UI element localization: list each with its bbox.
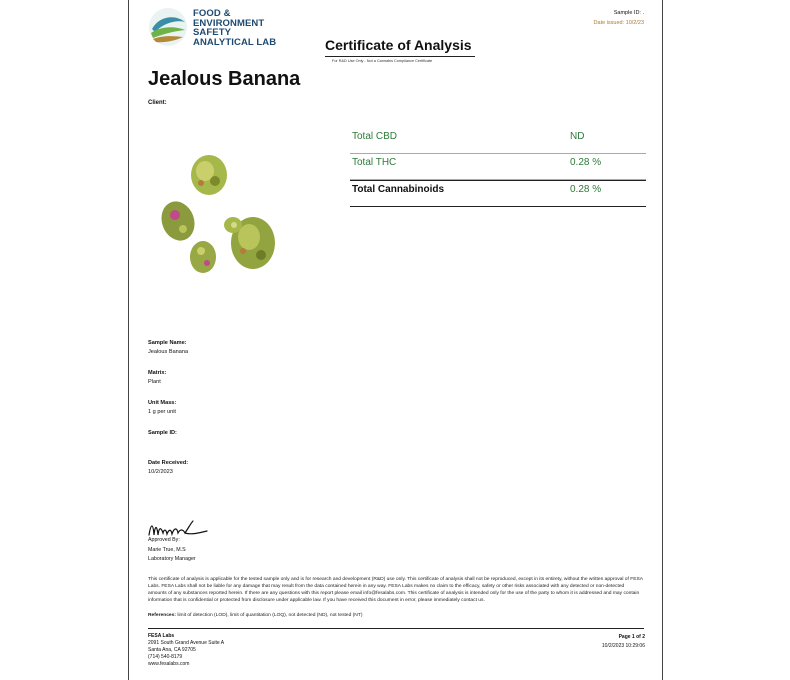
references — [148, 613, 644, 618]
field-unit-mass — [148, 400, 188, 430]
field-label: Matrix: — [148, 370, 167, 376]
sample-photo — [157, 145, 287, 300]
field-label: Unit Mass: — [148, 400, 177, 406]
footer-address-line2: Santa Ana, CA 92705 — [148, 647, 196, 653]
footer-company: FESA Labs — [148, 633, 175, 639]
approval-block — [148, 536, 196, 565]
coa-page — [128, 0, 663, 680]
approver-role: Laboratory Manager — [148, 556, 196, 562]
sample-fields — [148, 340, 188, 490]
references-label: References: — [148, 613, 176, 618]
product-name: Jealous Banana — [148, 68, 301, 90]
summary-label: Total THC — [352, 157, 397, 168]
summary-value: ND — [570, 131, 585, 142]
approver-name: Marie True, M.S — [148, 546, 186, 553]
document-title: Certificate of Analysis — [325, 37, 472, 53]
print-timestamp: 10/2/2023 10:29:06 — [601, 643, 645, 649]
footer-address — [148, 633, 224, 668]
summary-value: 0.28 % — [570, 184, 602, 195]
field-sample-name — [148, 340, 188, 370]
field-label: Date Received: — [148, 460, 189, 466]
title-underline — [325, 56, 475, 57]
footer-page-info — [602, 633, 645, 651]
field-value: 1 g per unit — [148, 409, 176, 415]
field-value: 10/2/2023 — [148, 469, 173, 475]
field-value: Plant — [148, 379, 161, 385]
footer-address-line1: 2091 South Grand Avenue Suite A — [148, 640, 225, 646]
cannabinoid-summary — [350, 128, 646, 207]
field-label: Sample ID: — [148, 430, 177, 436]
lab-name: FOOD & ENVIRONMENT SAFETY ANALYTICAL LAB — [193, 8, 277, 48]
approved-by-label: Approved By: — [148, 537, 180, 543]
summary-row-total-cannabinoids — [350, 180, 646, 207]
lab-logo-icon — [147, 6, 189, 48]
summary-value: 0.28 % — [570, 157, 602, 168]
summary-row-total-thc — [350, 154, 646, 180]
date-issued: Date issued: 10/2/23 — [593, 20, 644, 26]
field-value: Jealous Banana — [148, 349, 189, 355]
client-label: Client: — [148, 100, 167, 106]
footer-phone: (714) 540-8179 — [148, 654, 183, 660]
field-sample-id — [148, 430, 188, 460]
rnd-disclaimer: For R&D Use Only - Not a Cannabis Compliance Certificate — [332, 59, 433, 63]
summary-label: Total Cannabinoids — [352, 184, 445, 195]
sample-id-label: Sample ID: . — [613, 10, 644, 16]
references-text: limit of detection (LOD), limit of quantitation (LOQ), not detected (ND), not tested (NT) — [177, 613, 363, 618]
field-matrix — [148, 370, 188, 400]
page-number: Page 1 of 2 — [618, 634, 645, 640]
summary-label: Total CBD — [352, 131, 398, 142]
footer-website: www.fesalabs.com — [148, 661, 190, 667]
field-label: Sample Name: — [148, 340, 187, 346]
header-meta — [594, 8, 644, 28]
summary-row-total-cbd — [350, 128, 646, 154]
field-date-received — [148, 460, 188, 490]
footer-divider — [148, 628, 644, 629]
legal-statement: This certificate of analysis is applicable for the tested sample only and is for research and development (R&D) use only. This certificate of analysis shall not be reproduced, except in its entirety, without the written approval of FESA Labs. FESA Labs shall not be liable for any damage that may result from the data contained herein in any way. FESA Labs makes no claim to the efficacy, safety or other risks associated with any detected or non-detected amounts of any substances reported herein. If there are any questions with this report please email info@fesalabs.com. This certificate of analysis is intended only for the use of the party to whom it is addressed and may contain information that is confidential or protected from disclosure under applicable law. If you have received this document in error, please immediately contact us. — [148, 577, 643, 603]
